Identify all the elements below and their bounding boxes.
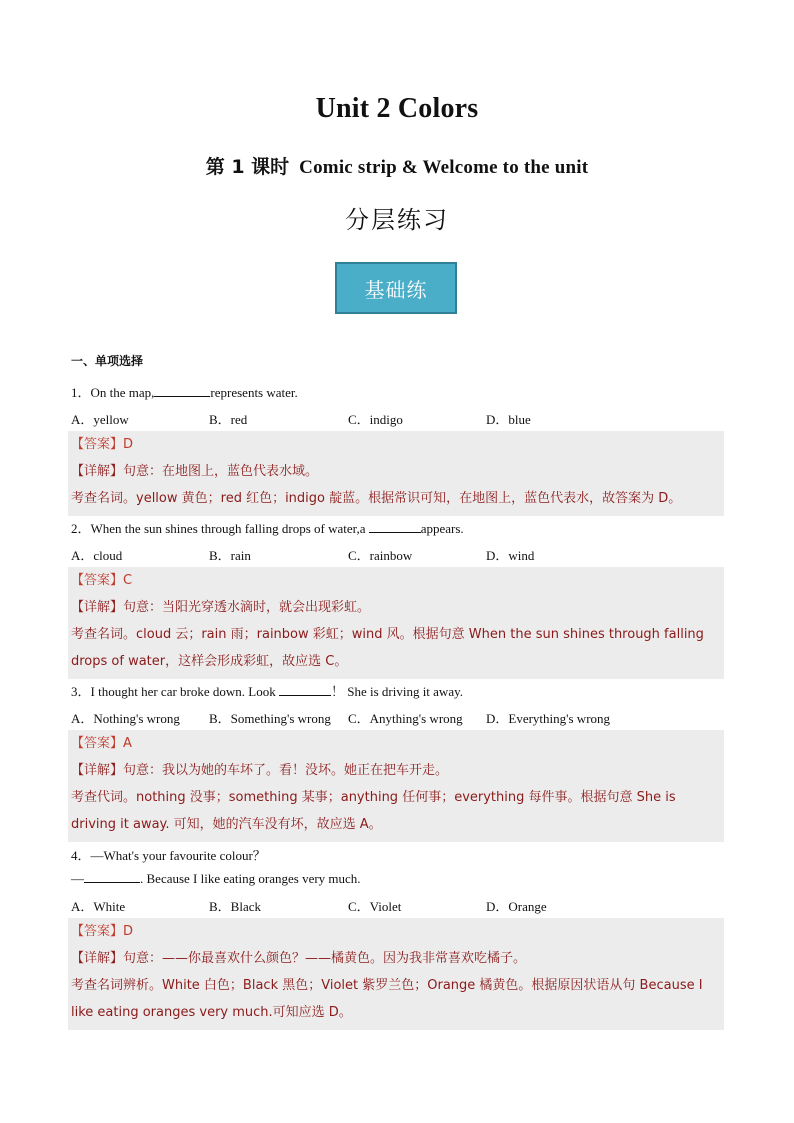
option-a: A．cloud	[71, 548, 123, 563]
section-title: 一、单项选择	[71, 354, 144, 368]
option-a: A．Nothing's wrong	[71, 711, 180, 726]
detail-line: 【详解】句意：在地图上，蓝色代表水域。	[71, 464, 319, 479]
lesson-number: 第 1 课时	[205, 156, 290, 178]
lesson-topic: Comic strip & Welcome to the unit	[299, 157, 589, 178]
explanation-line: 考查名词。cloud 云；rain 雨；rainbow 彩虹；wind 风。根据句意 When the sun shines through falling drops of water，这样会形成彩虹，故应选 C。	[71, 627, 704, 669]
answer-line: 【答案】D	[71, 437, 134, 452]
answer-line: 【答案】D	[71, 924, 134, 939]
question-3-stem: 3．I thought her car broke down. Look ！ She is driving it away.	[71, 684, 464, 699]
option-b: B．Black	[209, 899, 261, 914]
explanation-line: 考查名词辨析。White 白色；Black 黑色；Violet 紫罗兰色；Orange 橘黄色。根据原因状语从句 Because I like eating oranges very much.可知应选 D。	[71, 978, 703, 1020]
detail-line: 【详解】句意：我以为她的车坏了。看！没坏。她正在把车开走。	[71, 763, 449, 778]
option-b: B．red	[209, 412, 248, 427]
option-d: D．Orange	[486, 899, 547, 914]
option-a: A．White	[71, 899, 126, 914]
option-d: D．blue	[486, 412, 531, 427]
answer-blank	[154, 385, 210, 397]
answer-blank	[369, 521, 421, 533]
question-2-options	[71, 545, 731, 563]
question-4-answer-block	[68, 918, 724, 1030]
question-3-options	[71, 708, 731, 726]
question-2-stem: 2．When the sun shines through falling drops of water,a appears.	[71, 521, 464, 536]
unit-title: Unit 2 Colors	[315, 93, 479, 124]
lesson-subtitle	[0, 152, 794, 179]
question-1-answer-block	[68, 431, 724, 516]
detail-line: 【详解】句意：当阳光穿透水滴时，就会出现彩虹。	[71, 600, 371, 615]
answer-blank	[84, 871, 140, 883]
practice-heading: 分层练习	[345, 206, 449, 234]
detail-line: 【详解】句意：——你最喜欢什么颜色？——橘黄色。因为我非常喜欢吃橘子。	[71, 951, 527, 966]
answer-line: 【答案】C	[71, 573, 133, 588]
option-c: C．indigo	[348, 412, 403, 427]
option-a: A．yellow	[71, 412, 129, 427]
answer-blank	[279, 684, 331, 696]
option-d: D．Everything's wrong	[486, 711, 611, 726]
question-3-answer-block	[68, 730, 724, 842]
question-2-answer-block	[68, 567, 724, 679]
question-4-options	[71, 896, 731, 914]
option-b: B．Something's wrong	[209, 711, 331, 726]
question-4-stem-line-2: — . Because I like eating oranges very much.	[71, 871, 361, 886]
question-1-stem: 1．On the map, represents water.	[71, 385, 298, 400]
level-badge: 基础练	[335, 262, 457, 314]
explanation-line: 考查代词。nothing 没事；something 某事；anything 任何事；everything 每件事。根据句意 She is driving it away. 可知，她的汽车没有坏，故应选 A。	[71, 790, 676, 832]
option-b: B．rain	[209, 548, 251, 563]
question-4-stem: 4．—What's your favourite colour？	[71, 848, 266, 863]
option-c: C．Anything's wrong	[348, 711, 463, 726]
option-c: C．rainbow	[348, 548, 413, 563]
question-1-options	[71, 409, 731, 427]
option-c: C．Violet	[348, 899, 402, 914]
explanation-line: 考查名词。yellow 黄色；red 红色；indigo 靛蓝。根据常识可知，在地图上，蓝色代表水，故答案为 D。	[71, 491, 682, 506]
option-d: D．wind	[486, 548, 535, 563]
answer-line: 【答案】A	[71, 736, 132, 751]
